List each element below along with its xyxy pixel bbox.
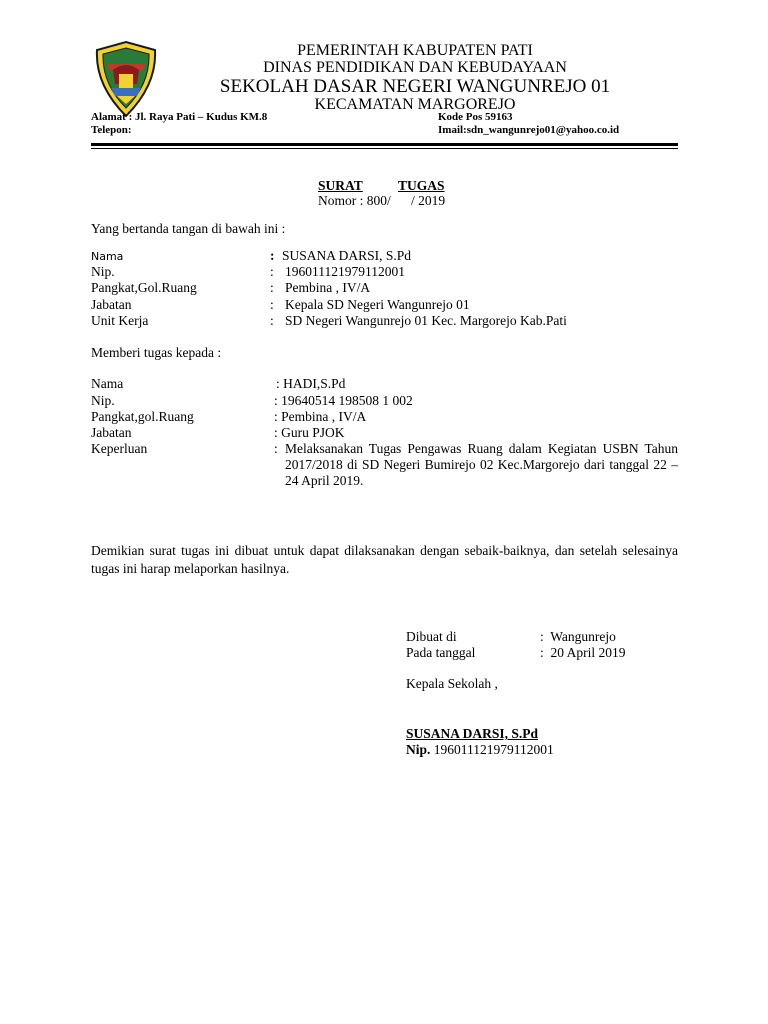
signature-role: Kepala Sekolah , — [406, 676, 498, 691]
assignee-value-rank: : Pembina , IV/A — [274, 409, 367, 424]
letterhead-school-name: SEKOLAH DASAR NEGERI WANGUNREJO 01 — [219, 76, 611, 97]
signer-label-nip: Nip. — [91, 264, 115, 279]
assignee-label-nip: Nip. — [91, 393, 115, 408]
date-value: : 20 April 2019 — [540, 645, 626, 660]
title-word-tugas: TUGAS — [398, 178, 445, 193]
assignee-purpose-text: Melaksanakan Tugas Pengawas Ruang dalam Kegiatan USBN Tahun 2017/2018 di SD Negeri Bumirejo 02 Kec.Margorejo dari tanggal 22 – 24 April 2019. — [285, 441, 678, 488]
assignee-value-position: : Guru PJOK — [274, 425, 345, 440]
signer-value-rank: Pembina , IV/A — [285, 280, 371, 295]
letterhead-phone: Telepon: — [91, 124, 132, 136]
place-value: : Wangunrejo — [540, 629, 616, 644]
assignee-label-name: Nama — [91, 376, 124, 391]
signer-label-unit: Unit Kerja — [91, 313, 149, 328]
assignee-label-rank: Pangkat,gol.Ruang — [91, 409, 194, 424]
letterhead-department: DINAS PENDIDIKAN DAN KEBUDAYAAN — [263, 59, 567, 76]
regency-emblem-logo — [93, 40, 159, 118]
letterhead-email: Imail:sdn_wangunrejo01@yahoo.co.id — [438, 124, 620, 136]
signature-nip — [406, 742, 554, 758]
letterhead-government: PEMERINTAH KABUPATEN PATI — [297, 42, 533, 59]
closing-paragraph: Demikian surat tugas ini dibuat untuk dapat dilaksanakan dengan sebaik-baiknya, dan setelah selesainya tugas ini harap melaporkan hasilnya. — [91, 543, 678, 576]
assignee-label-position: Jabatan — [91, 425, 132, 440]
letter-number: Nomor : 800/ / 2019 — [318, 193, 446, 208]
signature-nip-value: 196011121979112001 — [430, 742, 554, 757]
signer-value-nip: 196011121979112001 — [285, 264, 405, 279]
signer-value-position: Kepala SD Negeri Wangunrejo 01 — [285, 297, 470, 312]
signer-sep-position: : — [270, 297, 274, 312]
signer-sep-nip: : — [270, 264, 274, 279]
signer-sep-unit: : — [270, 313, 274, 328]
signer-sep-rank: : — [270, 280, 274, 295]
assignee-label-purpose: Keperluan — [91, 441, 148, 456]
letterhead-district: KECAMATAN MARGOREJO — [314, 96, 516, 113]
signature-name: SUSANA DARSI, S.Pd — [406, 726, 539, 741]
signer-value-unit: SD Negeri Wangunrejo 01 Kec. Margorejo Kab.Pati — [285, 313, 567, 328]
assignee-value-name: : HADI,S.Pd — [276, 376, 346, 391]
intro-text: Yang bertanda tangan di bawah ini : — [91, 221, 286, 236]
signer-label-position: Jabatan — [91, 297, 132, 312]
place-label: Dibuat di — [406, 629, 457, 644]
letterhead-address: Alamat : Jl. Raya Pati – Kudus KM.8 — [91, 111, 268, 123]
assignee-sep-purpose: : — [274, 441, 278, 456]
letterhead-postal-code: Kode Pos 59163 — [438, 111, 513, 123]
signer-sep-name: : — [270, 248, 275, 263]
signature-nip-label: Nip. — [406, 742, 431, 757]
signer-value-name: SUSANA DARSI, S.Pd — [282, 248, 412, 263]
assign-intro-text: Memberi tugas kepada : — [91, 345, 222, 360]
title-word-surat: SURAT — [318, 178, 363, 193]
assignee-value-nip: : 19640514 198508 1 002 — [274, 393, 413, 408]
date-label: Pada tanggal — [406, 645, 476, 660]
letterhead-thick-rule — [91, 143, 678, 146]
letterhead-thin-rule — [91, 148, 678, 149]
signer-label-name: Nama — [91, 250, 124, 263]
signer-label-rank: Pangkat,Gol.Ruang — [91, 280, 197, 295]
